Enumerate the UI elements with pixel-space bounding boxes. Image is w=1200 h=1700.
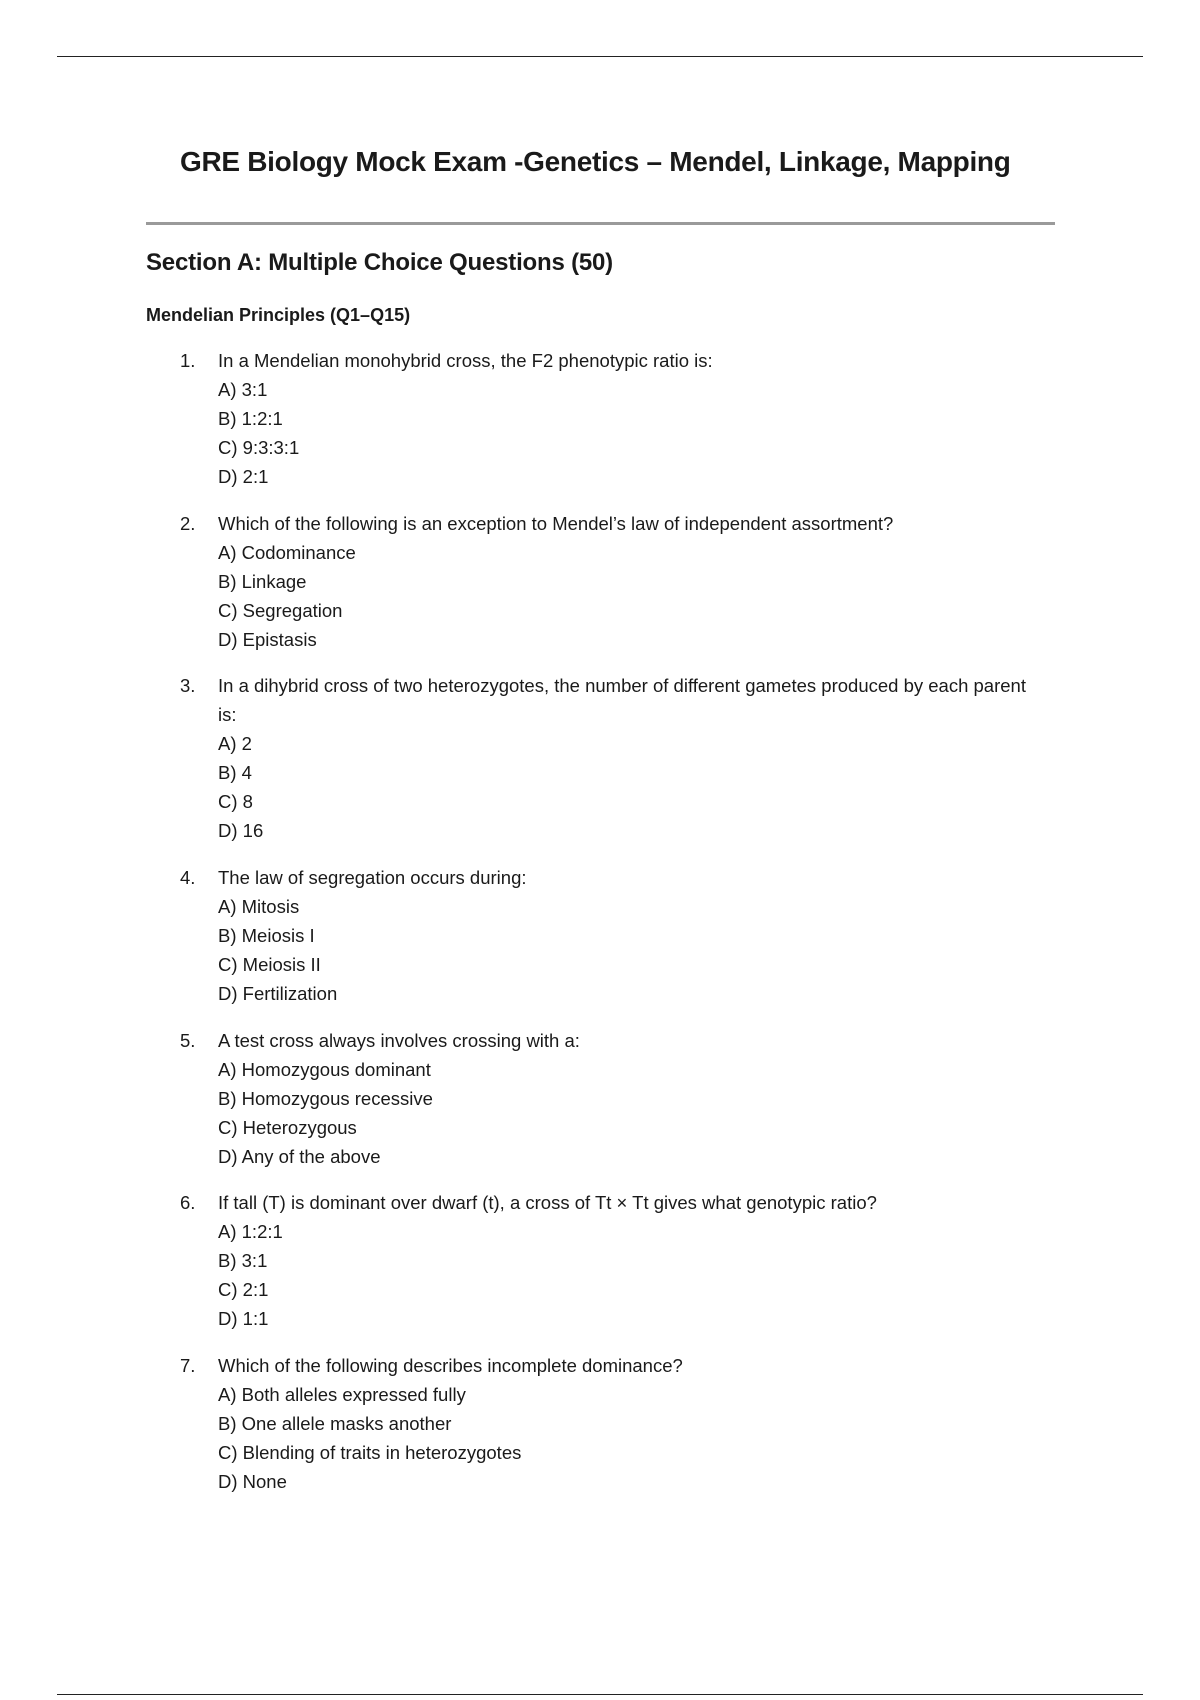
option-c: C) 9:3:3:1	[218, 437, 300, 458]
answer-options	[218, 1217, 1080, 1333]
option-d: D) Fertilization	[218, 983, 338, 1004]
question-text: In a dihybrid cross of two heterozygotes, the number of different gametes produced by each parent is:	[218, 675, 1026, 725]
question-text: A test cross always involves crossing with a:	[218, 1030, 580, 1051]
page-bottom-rule	[57, 1694, 1143, 1695]
option-b: B) Homozygous recessive	[218, 1088, 433, 1109]
answer-options	[218, 375, 1080, 491]
answer-options	[218, 1055, 1080, 1171]
option-d: D) Any of the above	[218, 1146, 381, 1167]
option-b: B) Meiosis I	[218, 925, 315, 946]
answer-options	[218, 729, 1080, 845]
question-text: In a Mendelian monohybrid cross, the F2 phenotypic ratio is:	[218, 350, 713, 371]
question-number: 5.	[180, 1030, 196, 1051]
answer-options	[218, 892, 1080, 1008]
question-number: 4.	[180, 867, 196, 888]
option-a: A) 2	[218, 733, 252, 754]
question-1	[180, 346, 1080, 491]
answer-options	[218, 538, 1080, 654]
question-number: 1.	[180, 350, 196, 371]
option-a: A) Both alleles expressed fully	[218, 1384, 466, 1405]
page-top-rule	[57, 56, 1143, 57]
option-a: A) 3:1	[218, 379, 268, 400]
question-number: 2.	[180, 513, 196, 534]
question-2	[180, 509, 1080, 654]
option-b: B) Linkage	[218, 571, 307, 592]
option-b: B) 1:2:1	[218, 408, 283, 429]
question-text: Which of the following describes incomplete dominance?	[218, 1355, 683, 1376]
option-d: D) 2:1	[218, 466, 269, 487]
question-text: The law of segregation occurs during:	[218, 867, 527, 888]
question-text: Which of the following is an exception to Mendel’s law of independent assortment?	[218, 513, 894, 534]
question-3	[180, 671, 1080, 845]
option-c: C) Heterozygous	[218, 1117, 357, 1138]
question-5	[180, 1026, 1080, 1171]
question-4	[180, 863, 1080, 1008]
option-d: D) 1:1	[218, 1308, 269, 1329]
option-a: A) 1:2:1	[218, 1221, 283, 1242]
option-a: A) Homozygous dominant	[218, 1059, 431, 1080]
option-d: D) Epistasis	[218, 629, 317, 650]
option-b: B) One allele masks another	[218, 1413, 452, 1434]
document-title: GRE Biology Mock Exam -Genetics – Mendel, Linkage, Mapping	[180, 146, 1011, 177]
option-a: A) Codominance	[218, 542, 356, 563]
option-c: C) Blending of traits in heterozygotes	[218, 1442, 522, 1463]
question-text: If tall (T) is dominant over dwarf (t), a cross of Tt × Tt gives what genotypic ratio?	[218, 1192, 877, 1213]
question-number: 7.	[180, 1355, 196, 1376]
option-c: C) 8	[218, 791, 253, 812]
option-a: A) Mitosis	[218, 896, 300, 917]
option-c: C) 2:1	[218, 1279, 269, 1300]
option-c: C) Segregation	[218, 600, 343, 621]
option-b: B) 3:1	[218, 1250, 268, 1271]
option-b: B) 4	[218, 762, 252, 783]
question-number: 3.	[180, 675, 196, 696]
option-d: D) 16	[218, 820, 264, 841]
question-number: 6.	[180, 1192, 196, 1213]
title-divider	[146, 222, 1055, 225]
subsection-heading: Mendelian Principles (Q1–Q15)	[146, 305, 411, 325]
section-heading: Section A: Multiple Choice Questions (50)	[146, 249, 613, 276]
question-7	[180, 1351, 1080, 1496]
option-c: C) Meiosis II	[218, 954, 321, 975]
option-d: D) None	[218, 1471, 287, 1492]
question-6	[180, 1188, 1080, 1333]
answer-options	[218, 1380, 1080, 1496]
